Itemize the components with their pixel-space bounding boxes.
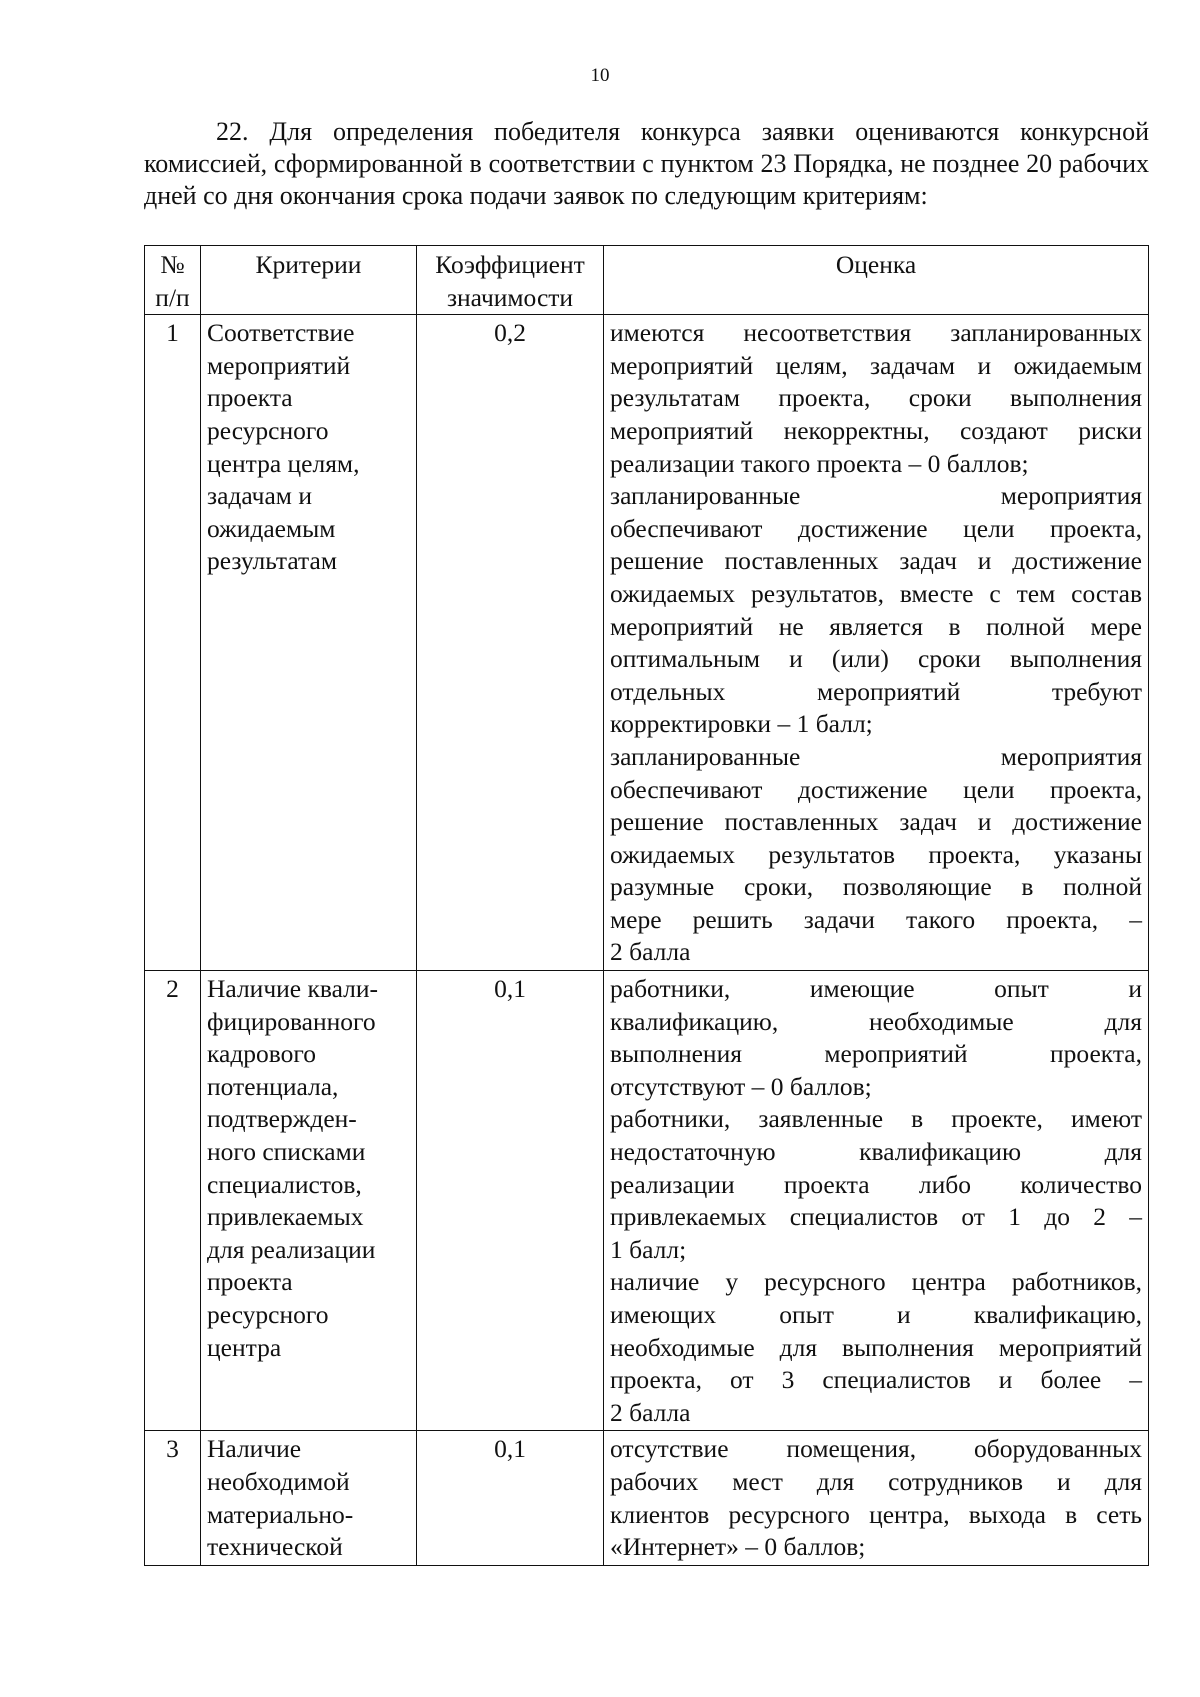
score-line: реализации проекта либо количество (610, 1169, 1142, 1199)
score-line: работники, заявленные в проекте, имеют (610, 1104, 1142, 1134)
row-score (604, 315, 1149, 971)
row-score (604, 971, 1149, 1431)
header-coef-line: Коэффициент (435, 250, 585, 279)
criteria-line: специалистов, (207, 1169, 362, 1199)
table-body (145, 315, 1149, 1566)
criteria-line: для реализации (207, 1234, 376, 1264)
criteria-line: проекта (207, 383, 293, 413)
criteria-line: центра целям, (207, 448, 360, 478)
header-criteria (201, 246, 417, 315)
score-line: работники, имеющие опыт и (610, 974, 1142, 1004)
score-line: реализации такого проекта – 0 баллов; (610, 448, 1029, 478)
score-line: имеются несоответствия запланированных (610, 318, 1142, 348)
header-criteria-label: Критерии (255, 250, 362, 279)
criteria-line: центра (207, 1332, 282, 1362)
criteria-line: потенциала, (207, 1071, 339, 1101)
page-number: 10 (590, 65, 610, 86)
score-line: мере решить задачи такого проекта, – (610, 904, 1142, 934)
row-number: 1 (145, 315, 201, 971)
table-header-row (145, 246, 1149, 315)
criteria-line: ресурсного (207, 1300, 329, 1329)
criteria-line: материально- (207, 1499, 354, 1529)
score-line: результатам проекта, сроки выполнения (610, 383, 1142, 413)
criteria-line: фицированного (207, 1006, 376, 1036)
score-line: недостаточную квалификацию для (610, 1137, 1142, 1167)
score-line: выполнения мероприятий проекта, (610, 1039, 1142, 1069)
score-line: привлекаемых специалистов от 1 до 2 – (610, 1202, 1142, 1232)
table-row (145, 971, 1149, 1431)
score-line: решение поставленных задач и достижение (610, 546, 1142, 576)
criteria-line: результатам (207, 546, 337, 576)
score-line: отсутствие помещения, оборудованных (610, 1434, 1142, 1464)
criteria-line: ресурсного (207, 415, 329, 445)
score-line: необходимые для выполнения мероприятий (610, 1332, 1142, 1362)
score-line: «Интернет» – 0 баллов; (610, 1532, 866, 1562)
header-score-label: Оценка (835, 250, 917, 279)
row-score (604, 1431, 1149, 1565)
score-line: оптимальным и (или) сроки выполнения (610, 644, 1142, 674)
header-num (145, 246, 201, 315)
criteria-line: кадрового (207, 1039, 316, 1069)
criteria-line: ожидаемым (207, 513, 336, 543)
criteria-line: Наличие квали- (207, 974, 378, 1004)
score-line: 2 балла (610, 1397, 691, 1427)
score-line: мероприятий некорректны, создают риски (610, 415, 1142, 445)
criteria-table (144, 245, 1149, 1566)
row-coefficient: 0,1 (417, 971, 604, 1431)
score-line: клиентов ресурсного центра, выхода в сеть (610, 1499, 1142, 1529)
row-coefficient: 0,2 (417, 315, 604, 971)
score-line: решение поставленных задач и достижение (610, 807, 1142, 837)
score-line: мероприятий целям, задачам и ожидаемым (610, 350, 1142, 380)
score-line: ожидаемых результатов, вместе с тем состав (610, 578, 1142, 608)
score-line: запланированные мероприятия (610, 481, 1142, 511)
row-criteria (201, 1431, 417, 1565)
score-line: рабочих мест для сотрудников и для (610, 1466, 1142, 1496)
score-line: разумные сроки, позволяющие в полной (610, 872, 1142, 902)
row-coefficient: 0,1 (417, 1431, 604, 1565)
header-coef (417, 246, 604, 315)
row-criteria (201, 971, 417, 1431)
criteria-line: Наличие (207, 1434, 302, 1464)
score-line: запланированные мероприятия (610, 741, 1142, 771)
score-line: 1 балл; (610, 1234, 687, 1264)
score-line: 2 балла (610, 937, 691, 967)
score-line: корректировки – 1 балл; (610, 709, 873, 739)
header-coef-line: значимости (446, 282, 574, 312)
row-criteria (201, 315, 417, 971)
score-line: квалификацию, необходимые для (610, 1006, 1142, 1036)
score-line: имеющих опыт и квалификацию, (610, 1300, 1142, 1329)
header-num-line: п/п (155, 282, 190, 312)
intro-paragraph: 22. Для определения победителя конкурса заявки оцениваются конкурсной комиссией, сформированной в соответствии с пунктом 23 Порядка, не позднее 20 рабочих дней со дня окончания срока подачи заявок по следующим критериям: (144, 117, 1149, 210)
score-line: мероприятий не является в полной мере (610, 611, 1142, 641)
criteria-line: технической (207, 1532, 343, 1562)
table-row (145, 315, 1149, 971)
score-line: ожидаемых результатов проекта, указаны (610, 839, 1142, 869)
header-num-line: № (160, 250, 185, 279)
score-line: наличие у ресурсного центра работников, (610, 1267, 1142, 1297)
row-number: 3 (145, 1431, 201, 1565)
row-number: 2 (145, 971, 201, 1431)
score-line: отсутствуют – 0 баллов; (610, 1071, 872, 1101)
score-line: обеспечивают достижение цели проекта, (610, 774, 1142, 804)
score-line: обеспечивают достижение цели проекта, (610, 513, 1142, 543)
criteria-line: подтвержден- (207, 1104, 357, 1134)
header-score (604, 246, 1149, 315)
criteria-line: ного списками (207, 1137, 366, 1167)
criteria-line: привлекаемых (207, 1202, 364, 1232)
criteria-line: проекта (207, 1267, 293, 1297)
criteria-line: задачам и (207, 481, 312, 511)
score-line: отдельных мероприятий требуют (610, 676, 1142, 706)
table-row (145, 1431, 1149, 1565)
criteria-line: необходимой (207, 1466, 350, 1496)
criteria-line: Соответствие (207, 318, 355, 348)
criteria-line: мероприятий (207, 350, 351, 380)
score-line: проекта, от 3 специалистов и более – (610, 1365, 1142, 1395)
